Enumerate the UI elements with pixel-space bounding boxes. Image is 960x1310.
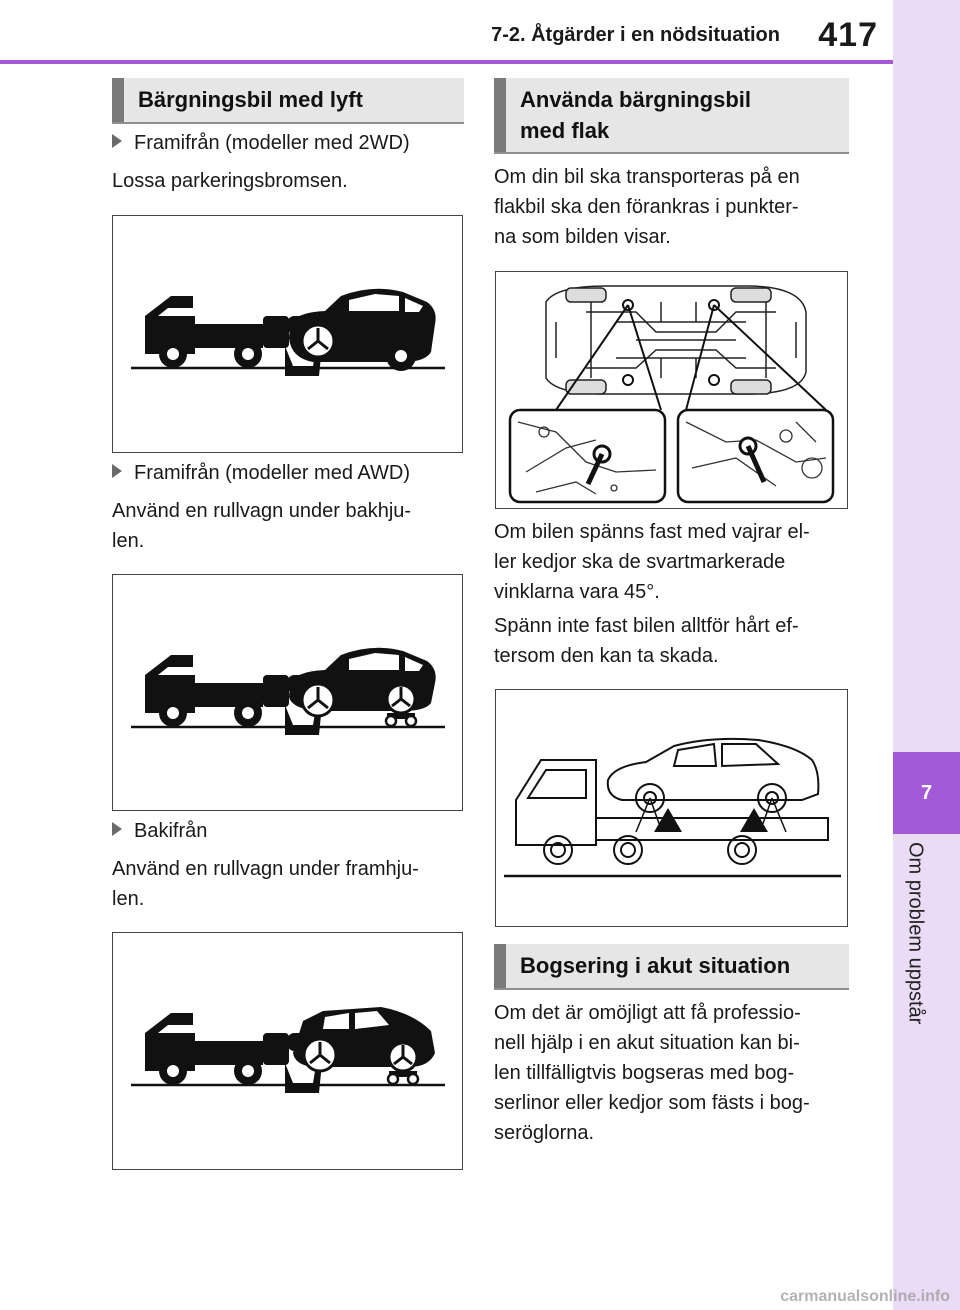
flatbed-truck-illustration <box>496 690 849 928</box>
bullet-label: Framifrån (modeller med AWD) <box>134 462 410 484</box>
figure-tow-rear <box>112 932 463 1170</box>
heading-bar <box>112 78 124 122</box>
text-line: Lossa parkeringsbromsen. <box>112 170 348 192</box>
heading-text <box>520 84 839 146</box>
header-divider <box>0 60 893 64</box>
chapter-title: Om problem uppstår <box>904 842 926 1025</box>
chapter-sidebar <box>893 0 960 1310</box>
text-line: Om det är omöjligt att få professio- <box>494 1002 801 1024</box>
bullet-label: Framifrån (modeller med 2WD) <box>134 132 410 154</box>
text-line: Om bilen spänns fast med vajrar el- <box>494 521 810 543</box>
paragraph-2wd <box>112 166 348 196</box>
heading-bar <box>494 944 506 988</box>
heading-line: med flak <box>520 118 610 143</box>
text-line: Spänn inte fast bilen alltför hårt ef- <box>494 615 799 637</box>
heading-text: Bärgningsbil med lyft <box>138 87 363 112</box>
heading-flatbed <box>494 78 849 154</box>
figure-tow-2wd <box>112 215 463 453</box>
tow-truck-rear-lift-illustration <box>113 933 464 1171</box>
bullet-rear <box>112 820 207 843</box>
heading-emergency-tow <box>494 944 849 990</box>
section-title: 7-2. Åtgärder i en nödsituation <box>491 24 780 46</box>
text-line: Använd en rullvagn under bakhju- <box>112 500 412 522</box>
chapter-title-vertical <box>893 842 960 1042</box>
tow-truck-dolly-rear-illustration <box>113 575 464 812</box>
text-line: flakbil ska den förankras i punkter- <box>494 196 799 218</box>
heading-line: Använda bärgningsbil <box>520 87 752 112</box>
text-line: ler kedjor ska de svartmarkerade <box>494 551 786 573</box>
paragraph-rear <box>112 854 419 914</box>
figure-tiedown-points <box>495 271 848 509</box>
paragraph-emergency <box>494 998 810 1148</box>
text-line: tersom den kan ta skada. <box>494 645 719 667</box>
paragraph-awd <box>112 496 411 556</box>
bullet-awd <box>112 462 410 485</box>
watermark: carmanualsonline.info <box>780 1288 950 1305</box>
figure-flatbed-truck <box>495 689 848 927</box>
bullet-2wd <box>112 132 410 155</box>
bullet-triangle-icon <box>112 464 122 478</box>
tow-truck-front-lift-illustration <box>113 216 464 454</box>
paragraph-flatbed <box>494 162 800 252</box>
text-line: vinklarna vara 45°. <box>494 581 660 603</box>
heading-text: Bogsering i akut situation <box>520 953 791 978</box>
text-line: len. <box>112 888 145 910</box>
paragraph-angles <box>494 517 810 607</box>
text-line: seröglorna. <box>494 1122 595 1144</box>
underbody-tiedown-illustration <box>496 272 849 510</box>
chapter-tab[interactable] <box>893 752 960 834</box>
text-line: nell hjälp i en akut situation kan bi- <box>494 1032 800 1054</box>
figure-tow-awd <box>112 574 463 811</box>
heading-bar <box>494 78 506 152</box>
bullet-triangle-icon <box>112 822 122 836</box>
paragraph-tighten <box>494 611 799 671</box>
bullet-triangle-icon <box>112 134 122 148</box>
text-line: len. <box>112 530 145 552</box>
page-number: 417 <box>818 16 878 54</box>
text-line: serlinor eller kedjor som fästs i bog- <box>494 1092 810 1114</box>
text-line: na som bilden visar. <box>494 226 671 248</box>
heading-wrecker-lift <box>112 78 464 124</box>
chapter-number: 7 <box>920 781 933 804</box>
bullet-label: Bakifrån <box>134 820 208 842</box>
text-line: len tillfälligtvis bogseras med bog- <box>494 1062 795 1084</box>
text-line: Använd en rullvagn under framhju- <box>112 858 419 880</box>
text-line: Om din bil ska transporteras på en <box>494 166 800 188</box>
